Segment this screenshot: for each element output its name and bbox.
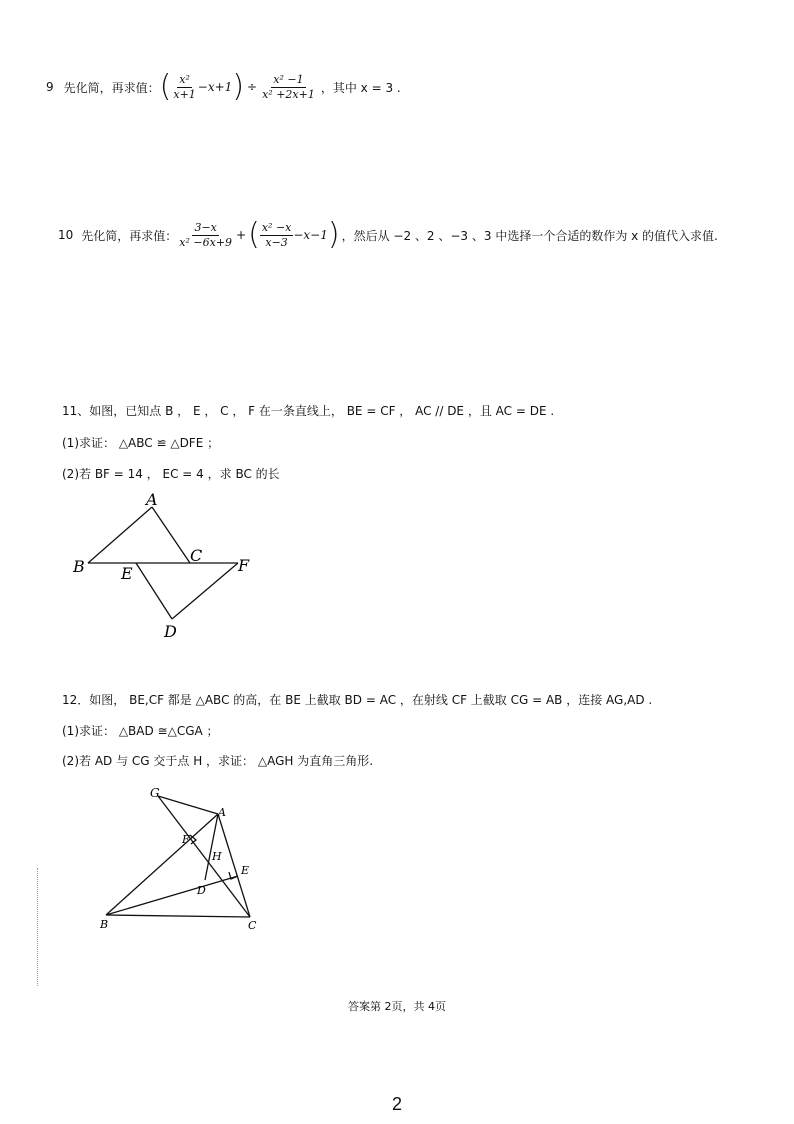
label-e: E bbox=[121, 564, 133, 583]
numerator: x² −x bbox=[261, 220, 292, 234]
label-f: F bbox=[182, 833, 190, 846]
question-number: 9 bbox=[46, 80, 54, 94]
label-f: F bbox=[238, 556, 250, 575]
numerator: x² bbox=[179, 72, 190, 86]
question-11-stem: 11、如图，已知点 B ， E ， C ， F 在一条直线上， BE = CF ， AC // DE ，且 AC = DE . bbox=[62, 404, 555, 418]
question-12-part-2: (2)若 AD 与 CG 交于点 H ，求证： △AGH 为直角三角形. bbox=[62, 754, 374, 768]
segment-be bbox=[106, 876, 238, 915]
label-c: C bbox=[190, 546, 203, 565]
segment-bc bbox=[106, 915, 250, 917]
denominator: x+1 bbox=[173, 87, 196, 101]
segment-ed bbox=[136, 563, 172, 619]
numerator: 3−x bbox=[194, 220, 217, 234]
figure-q11 bbox=[60, 488, 280, 648]
segment-ab bbox=[88, 507, 152, 563]
question-11-part-1: (1)求证： △ABC ≌ △DFE ； bbox=[62, 436, 220, 450]
fraction bbox=[260, 221, 294, 250]
label-c: C bbox=[248, 919, 257, 932]
question-prompt: 先化简，再求值： bbox=[81, 228, 178, 243]
question-prompt: 先化简，再求值： bbox=[63, 80, 160, 95]
denominator: x² −6x+9 bbox=[179, 235, 233, 249]
question-10 bbox=[58, 217, 718, 252]
label-a: A bbox=[218, 806, 226, 819]
left-paren: ( bbox=[159, 69, 172, 104]
label-h: H bbox=[212, 850, 222, 863]
fraction bbox=[177, 221, 234, 250]
segment-ga bbox=[158, 796, 218, 814]
question-number: 10 bbox=[58, 228, 74, 242]
question-12-part-1: (1)求证： △BAD ≅△CGA ； bbox=[62, 724, 219, 738]
expression: −x+1 bbox=[197, 80, 233, 94]
fraction bbox=[171, 73, 197, 102]
question-condition: ，其中 x = 3 . bbox=[320, 80, 401, 95]
page-number: 2 bbox=[391, 1094, 402, 1114]
label-a: A bbox=[146, 490, 158, 509]
right-paren: ) bbox=[327, 217, 340, 252]
right-paren: ) bbox=[232, 69, 245, 104]
denominator: x² +2x+1 bbox=[262, 87, 315, 101]
question-11-part-2: (2)若 BF = 14 ， EC = 4 ，求 BC 的长 bbox=[62, 467, 280, 481]
scan-edge-mark bbox=[37, 868, 38, 986]
label-b: B bbox=[100, 918, 109, 931]
segment-ac bbox=[152, 507, 190, 563]
label-b: B bbox=[73, 557, 85, 576]
question-condition: ，然后从 −2 、2 、−3 、3 中选择一个合适的数作为 x 的值代入求值. bbox=[341, 228, 718, 243]
fraction bbox=[260, 73, 317, 102]
denominator: x−3 bbox=[265, 235, 288, 249]
segment-ba bbox=[106, 814, 218, 915]
numerator: x² −1 bbox=[273, 72, 304, 86]
page-footer: 答案第 2页，共 4页 bbox=[348, 1000, 446, 1013]
plus-sign: + bbox=[236, 228, 247, 242]
label-e: E bbox=[241, 864, 250, 877]
label-g: G bbox=[150, 786, 160, 800]
question-9 bbox=[46, 69, 401, 104]
question-12-stem: 12．如图， BE,CF 都是 △ABC 的高，在 BE 上截取 BD = AC ，在射线 CF 上截取 CG = AB ，连接 AG,AD . bbox=[62, 693, 653, 707]
divide-sign: ÷ bbox=[247, 80, 258, 94]
segment-df bbox=[172, 563, 238, 619]
figure-q12 bbox=[90, 778, 280, 938]
label-d: D bbox=[164, 622, 177, 641]
expression: −x−1 bbox=[293, 228, 328, 242]
left-paren: ( bbox=[248, 217, 260, 252]
label-d: D bbox=[197, 884, 206, 897]
